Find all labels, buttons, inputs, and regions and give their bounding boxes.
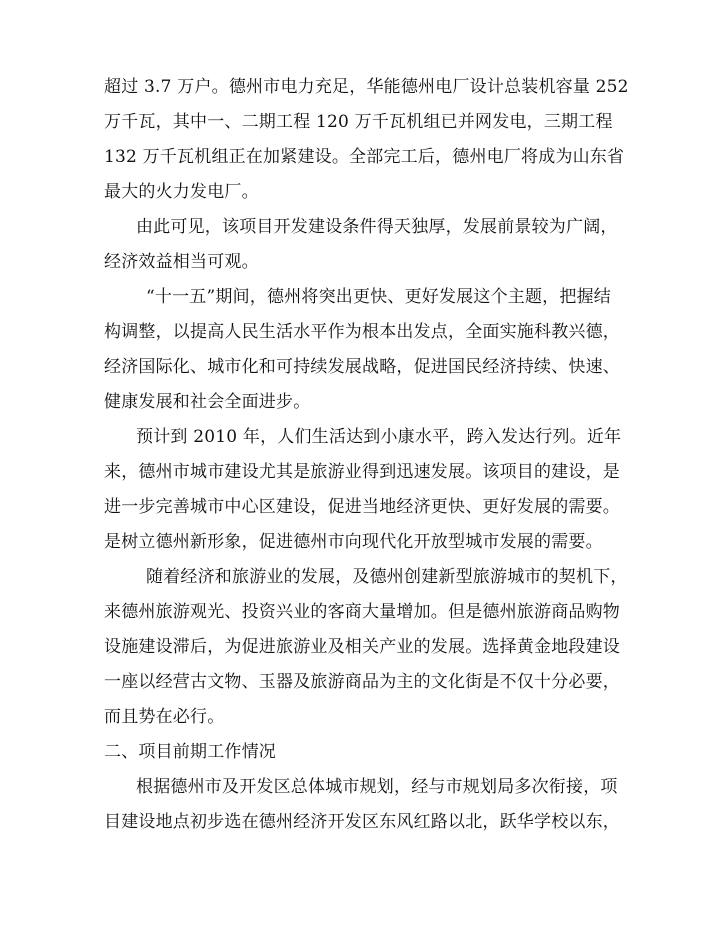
text-line: 健康发展和社会全面进步。 [104,392,311,412]
paragraph-start-line: 由此可见，该项目开发建设条件得天独厚，发展前景较为广阔， [136,217,618,237]
text-line: 一座以经营古文物、玉器及旅游商品为主的文化街是不仅十分必要， [104,672,620,692]
text-line: 最大的火力发电厂。 [104,182,259,202]
text-line: 经济效益相当可观。 [104,252,259,272]
text-line: 目建设地点初步选在德州经济开发区东风红路以北，跃华学校以东， [104,812,620,832]
text-line: 经济国际化、城市化和可持续发展战略，促进国民经济持续、快速、 [104,357,620,377]
text-line: 进一步完善城市中心区建设，促进当地经济更快、更好发展的需要。 [104,497,620,517]
paragraph-start-line: “十一五”期间，德州将突出更快、更好发展这个主题，把握结 [146,287,611,307]
paragraph-start-line: 根据德州市及开发区总体城市规划，经与市规划局多次衔接，项 [136,777,618,797]
text-line: 来德州旅游观光、投资兴业的客商大量增加。但是德州旅游商品购物 [104,602,620,622]
paragraph-start-line: 预计到 2010 年，人们生活达到小康水平，跨入发达行列。近年 [136,427,622,447]
text-line: 万千瓦，其中一、二期工程 120 万千瓦机组已并网发电，三期工程 [104,112,613,132]
paragraph-start-line: 随着经济和旅游业的发展，及德州创建新型旅游城市的契机下， [146,567,628,587]
text-line: 而且势在必行。 [104,707,225,727]
text-line: 是树立德州新形象，促进德州市向现代化开放型城市发展的需要。 [104,532,603,552]
section-heading: 二、项目前期工作情况 [104,742,276,762]
text-line: 构调整，以提高人民生活水平作为根本出发点，全面实施科教兴德， [104,322,620,342]
text-line: 设施建设滞后，为促进旅游业及相关产业的发展。选择黄金地段建设 [104,637,620,657]
text-line: 132 万千瓦机组正在加紧建设。全部完工后，德州电厂将成为山东省 [104,147,625,167]
text-line: 超过 3.7 万户。德州市电力充足，华能德州电厂设计总装机容量 252 [104,77,629,97]
text-line: 来，德州市城市建设尤其是旅游业得到迅速发展。该项目的建设，是 [104,462,620,482]
